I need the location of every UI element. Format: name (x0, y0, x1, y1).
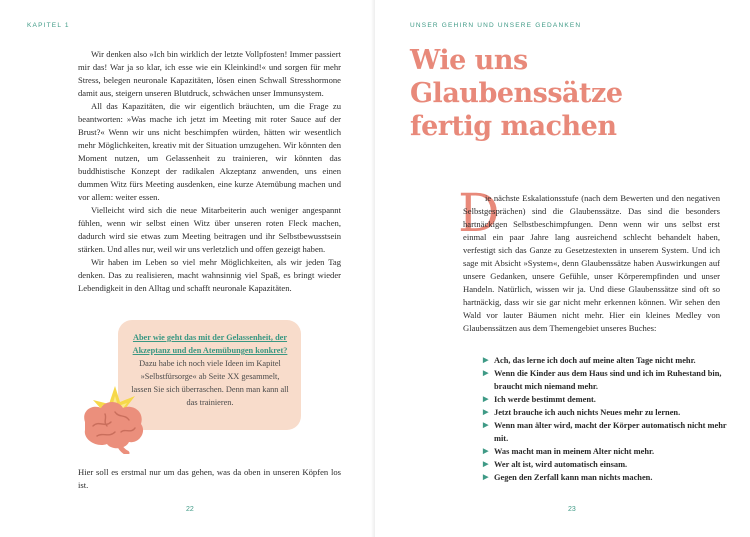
triangle-bullet-icon: ▶ (483, 408, 489, 416)
page-number-left: 22 (186, 506, 194, 513)
list-item: ▶ Ich werde bestimmt dement. (483, 395, 596, 404)
callout-answer: Dazu habe ich noch viele Ideen im Kapitel »Selbstfürsorge« ab Seite XX gesammelt, lassen Sie sich überraschen. Denn man kann all das trainieren. (131, 359, 289, 407)
triangle-bullet-icon: ▶ (483, 473, 489, 481)
left-closing-text (78, 466, 341, 492)
paragraph: Wir haben im Leben so viel mehr Möglichkeiten, als wir jeden Tag denken. Das zu realisieren, macht wahnsinnig viel Spaß, es bringt wieder Lebendigkeit in den Alltag und schafft neuronale Kapazitäten. (78, 257, 341, 293)
left-body-text (78, 48, 341, 295)
drop-cap: D (458, 184, 500, 244)
callout-question-link[interactable]: Aber wie geht das mit der Gelassenheit, der Akzeptanz und den Atemübungen konkret? (132, 333, 288, 355)
list-item: ▶ Wenn die Kinder aus dem Haus sind und ich im Ruhestand bin, braucht mich niemand mehr. (483, 369, 722, 391)
paragraph: Wir denken also »Ich bin wirklich der letzte Vollpfosten! Immer passiert mir das! War ja so klar, ich esse wie ein Kleinkind!« und sorgen für mehr Stress, belegen neuronale Kapazitäten, lösen einen Schwall Stresshormone damit aus, steigern unseren Blutdruck, schwächen unser Immunsystem. (78, 49, 341, 98)
title-line: fertig machen (410, 111, 617, 142)
paragraph: Hier soll es erstmal nur um das gehen, was da oben in unseren Köpfen los ist. (78, 467, 341, 490)
intro-paragraph: ie nächste Eskalationsstufe (nach dem Bewerten und den negativen Selbstgesprächen) sind die Glaubenssätze. Das sind die besonders hartnäckigen Selbstbeschimpfungen. Denn wenn wir uns selbst erst einmal ein paar Jahre lang ausreichend schlecht behandelt haben, verfestigt sich das Ganze zu Gesetzestexten in unserem System. Und ich sage mit Absicht »System«, denn Glaubenssätze haben Auswirkungen auf unsere Gedanken, unsere Gefühle, unser Körperempfinden und unser Handeln. Natürlich, wissen wir ja. Und diese Glaubenssätze sind oft so hartnäckig, dass wir sie gar nicht mehr erkennen können. Wir sehen den Wald vor lauter Bäumen nicht mehr. Hier ein kleines Medley von Glaubenssätzen aus dem Themengebiet unseres Buches: (463, 193, 720, 333)
list-item: ▶ Wer alt ist, wird automatisch einsam. (483, 460, 628, 469)
title-line: Wie uns (410, 45, 528, 76)
right-body-text (463, 192, 720, 335)
list-item: ▶ Gegen den Zerfall kann man nichts machen. (483, 473, 653, 482)
running-head-right: UNSER GEHIRN UND UNSERE GEDANKEN (410, 22, 582, 29)
triangle-bullet-icon: ▶ (483, 447, 489, 455)
list-item: ▶ Was macht man in meinem Alter nicht mehr. (483, 447, 655, 456)
paragraph: Vielleicht wird sich die neue Mitarbeiterin auch weniger angespannt fühlen, wenn wir selbst einen Witz über unseren roten Fleck machen, dadurch wird sie etwas zum Meeting beitragen und ihr Selbstbewusstsein stärken. Und alles nur, weil wir uns verletzlich und offen gezeigt haben. (78, 205, 341, 254)
list-item: ▶ Wenn man älter wird, macht der Körper automatisch nicht mehr mit. (483, 421, 727, 443)
triangle-bullet-icon: ▶ (483, 421, 489, 429)
triangle-bullet-icon: ▶ (483, 356, 489, 364)
right-page (375, 0, 750, 537)
title-line: Glaubenssätze (410, 78, 623, 109)
list-item: ▶ Jetzt brauche ich auch nichts Neues mehr zu lernen. (483, 408, 681, 417)
triangle-bullet-icon: ▶ (483, 460, 489, 468)
triangle-bullet-icon: ▶ (483, 369, 489, 377)
page-number-right: 23 (568, 506, 576, 513)
list-item: ▶ Ach, das lerne ich doch auf meine alten Tage nicht mehr. (483, 356, 696, 365)
paragraph: All das Kapazitäten, die wir eigentlich bräuchten, um die Frage zu beantworten: »Was mache ich jetzt im Meeting mit roter Sauce auf der Brust?« Wenn wir uns nicht beschimpfen würden, hätten wir wesentlich mehr Möglichkeiten, kreativ mit der Situation umzugehen. Wir könnten den Moment nutzen, um Gelassenheit zu trainieren, wir könnten das buddhistische Konzept der radikalen Akzeptanz anwenden, uns einen dummen Witz fürs Meeting ausdenken, eine kurze Atemübung machen und vor allem: weiter essen. (78, 101, 341, 202)
triangle-bullet-icon: ▶ (483, 395, 489, 403)
brain-icon (75, 382, 155, 454)
beliefs-list (483, 354, 728, 484)
chapter-title (410, 44, 623, 143)
running-head-left: KAPITEL 1 (27, 22, 70, 29)
